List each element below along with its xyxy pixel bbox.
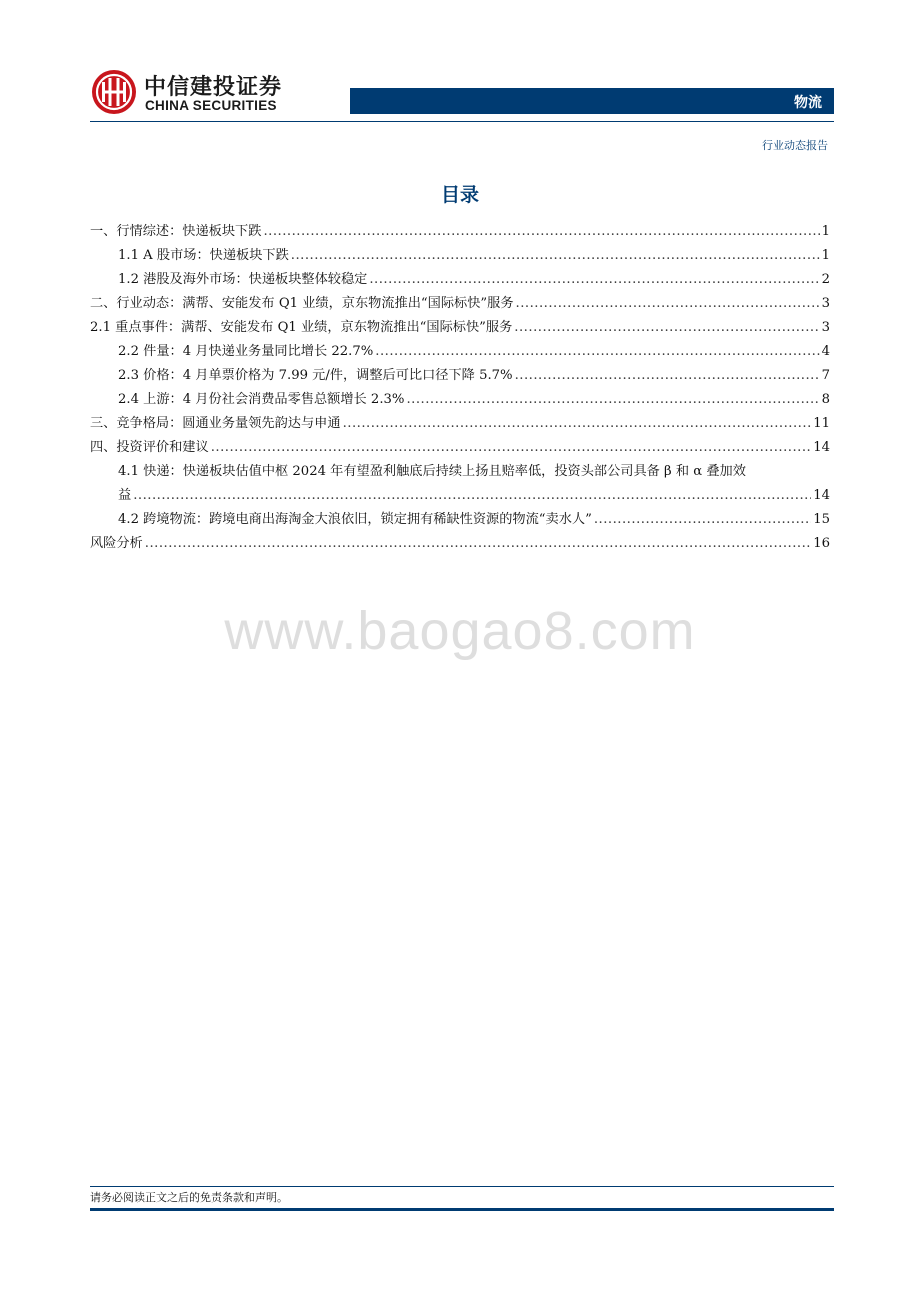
report-type-label: 行业动态报告 <box>762 139 828 152</box>
toc-entry-2[interactable] <box>90 292 830 316</box>
toc-entry-text: 4.2 跨境物流：跨境电商出海淘金大浪依旧，锁定拥有稀缺性资源的物流“卖水人” <box>118 512 592 527</box>
toc-page-number: 2 <box>821 272 830 287</box>
toc-entry-text-line1: 4.1 快递：快递板块估值中枢 2024 年有望盈利触底后持续上扬且赔率低，投资头部公司具备 β 和 α 叠加效 <box>118 464 746 479</box>
toc-entry-3[interactable] <box>90 412 830 436</box>
toc-entry-text: 二、行业动态：满帮、安能发布 Q1 业绩，京东物流推出“国际标快”服务 <box>90 296 514 311</box>
toc-entry-1-2[interactable] <box>90 268 830 292</box>
toc-dot-leader <box>369 268 819 292</box>
toc-entry-1-1[interactable] <box>90 244 830 268</box>
toc-page-number: 14 <box>813 440 830 455</box>
toc-entry-4-1[interactable] <box>90 460 830 508</box>
toc-dot-leader <box>594 508 811 532</box>
toc-entry-text: 风险分析 <box>90 536 143 551</box>
toc-dot-leader <box>343 412 812 436</box>
toc-title: 目录 <box>440 184 479 206</box>
toc-dot-leader <box>515 364 820 388</box>
toc-dot-leader <box>133 484 811 508</box>
toc-entry-text: 2.4 上游：4 月份社会消费品零售总额增长 2.3% <box>118 392 405 407</box>
sector-banner <box>350 88 834 114</box>
table-of-contents <box>90 220 830 556</box>
citic-logo-icon <box>90 68 138 116</box>
toc-dot-leader <box>375 340 819 364</box>
toc-page-number: 3 <box>821 320 830 335</box>
toc-entry-text: 一、行情综述：快递板块下跌 <box>90 224 262 239</box>
toc-dot-leader <box>211 436 812 460</box>
toc-dot-leader <box>145 532 811 556</box>
footer-divider-bottom <box>90 1208 834 1211</box>
toc-entry-2-3[interactable] <box>90 364 830 388</box>
toc-entry-2-4[interactable] <box>90 388 830 412</box>
toc-entry-4[interactable] <box>90 436 830 460</box>
company-logo <box>90 66 340 120</box>
toc-page-number: 16 <box>813 536 830 551</box>
footer-divider-top <box>90 1186 834 1187</box>
toc-entry-text-line2: 益 <box>118 488 132 503</box>
toc-entry-text: 1.2 港股及海外市场：快递板块整体较稳定 <box>118 272 368 287</box>
toc-page-number: 1 <box>821 224 830 239</box>
toc-page-number: 7 <box>821 368 830 383</box>
toc-page-number: 1 <box>821 248 830 263</box>
toc-entry-text: 2.2 件量：4 月快递业务量同比增长 22.7% <box>118 344 374 359</box>
toc-page-number: 4 <box>821 344 830 359</box>
footer-disclaimer: 请务必阅读正文之后的免责条款和声明。 <box>90 1191 288 1204</box>
toc-page-number: 14 <box>813 488 830 503</box>
toc-entry-4-2[interactable] <box>90 508 830 532</box>
toc-entry-2-2[interactable] <box>90 340 830 364</box>
toc-entry-2-1[interactable] <box>90 316 830 340</box>
toc-dot-leader <box>514 316 819 340</box>
toc-entry-text: 2.1 重点事件：满帮、安能发布 Q1 业绩，京东物流推出“国际标快”服务 <box>90 320 513 335</box>
toc-dot-leader <box>516 292 820 316</box>
toc-entry-text: 四、投资评价和建议 <box>90 440 209 455</box>
toc-entry-1[interactable] <box>90 220 830 244</box>
watermark-text: www.baogao8.com <box>224 601 696 661</box>
logo-chinese-name: 中信建投证券 <box>144 75 283 100</box>
toc-page-number: 11 <box>813 416 830 431</box>
page-header <box>90 66 834 126</box>
toc-dot-leader <box>263 220 819 244</box>
toc-entry-risk[interactable] <box>90 532 830 556</box>
toc-page-number: 15 <box>813 512 830 527</box>
toc-entry-text: 1.1 A 股市场：快递板块下跌 <box>118 248 289 263</box>
logo-english-name: CHINA SECURITIES <box>145 98 277 113</box>
header-divider <box>90 121 834 122</box>
toc-page-number: 8 <box>821 392 830 407</box>
sector-label: 物流 <box>794 95 822 111</box>
toc-entry-text: 三、竞争格局：圆通业务量领先韵达与申通 <box>90 416 341 431</box>
toc-entry-text: 2.3 价格：4 月单票价格为 7.99 元/件，调整后可比口径下降 5.7% <box>118 368 513 383</box>
toc-page-number: 3 <box>821 296 830 311</box>
toc-dot-leader <box>406 388 819 412</box>
toc-dot-leader <box>291 244 820 268</box>
